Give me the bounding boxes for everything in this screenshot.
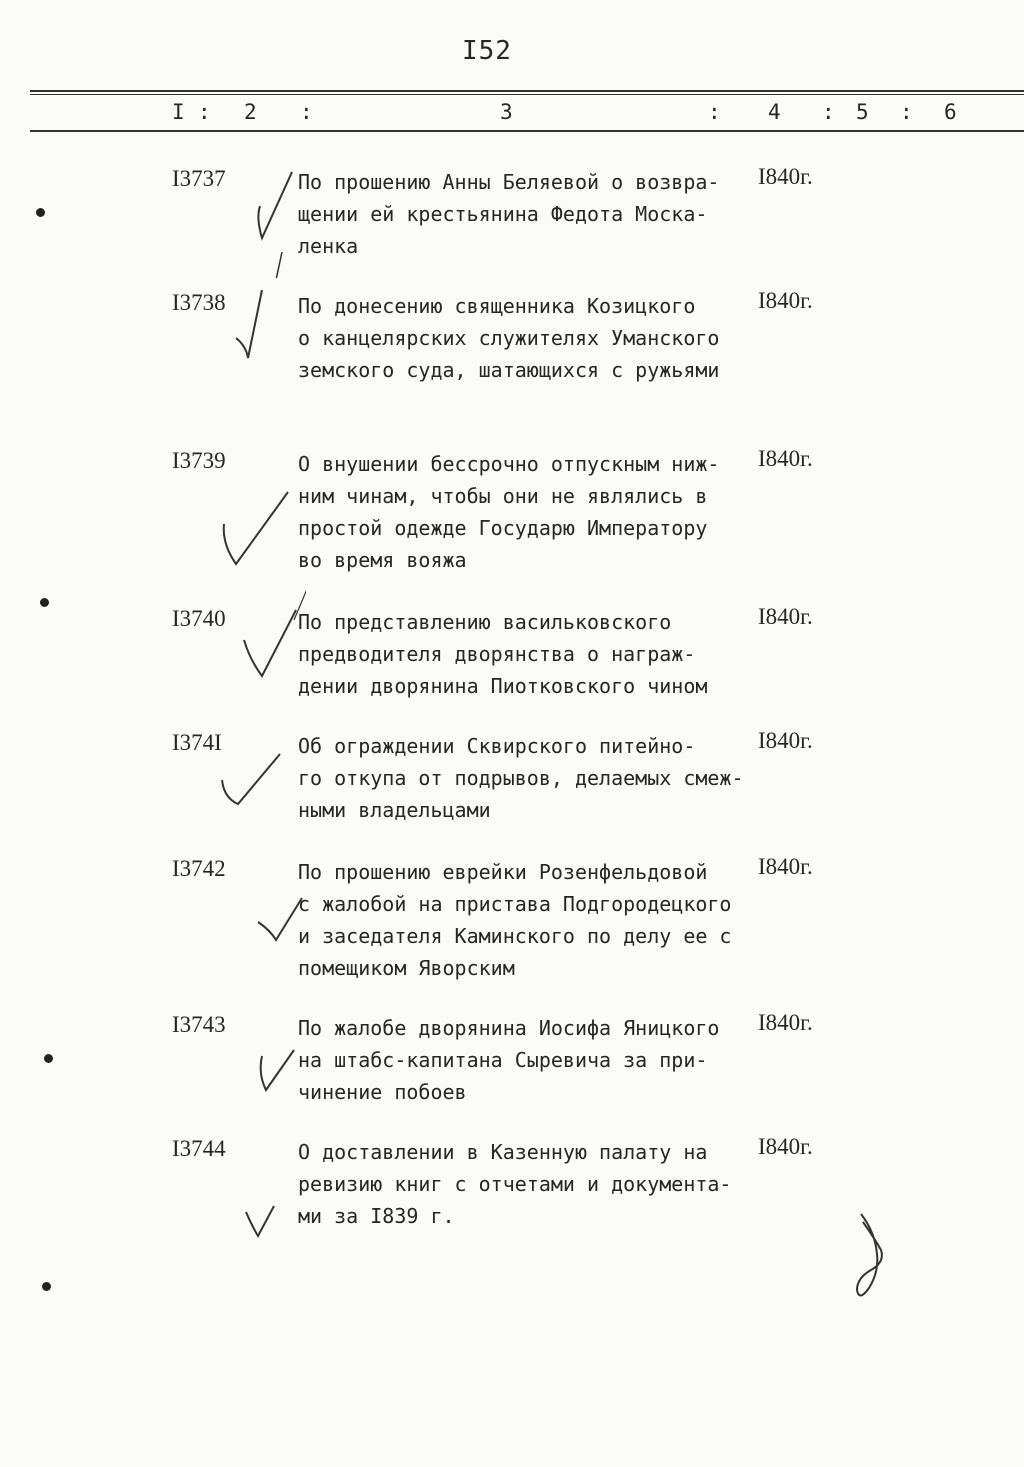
checkmark-icon	[236, 580, 306, 690]
entry-number: I374I	[172, 730, 222, 755]
checkmark-icon	[254, 1044, 304, 1104]
header-top-rule	[30, 90, 1024, 92]
column-header-sep: :	[900, 100, 913, 124]
checkmark-icon	[250, 168, 300, 278]
column-header-sep: :	[300, 100, 313, 124]
entry-year: I840г.	[758, 728, 813, 753]
entry-year: I840г.	[758, 1010, 813, 1035]
column-header-sep: :	[822, 100, 835, 124]
column-header-sep: :	[708, 100, 721, 124]
column-header-5: 5	[856, 100, 869, 124]
entry-description: По прошению еврейки Розенфельдовой с жалобой на пристава Подгородецкого и заседателя Каминского по делу ее с помещиком Яворским	[298, 860, 732, 980]
entry-year: I840г.	[758, 288, 813, 313]
checkmark-icon	[252, 894, 312, 954]
column-header-sep: :	[198, 100, 211, 124]
punch-hole-mark	[42, 1282, 51, 1291]
entry-number: I3744	[172, 1136, 226, 1161]
entry-year: I840г.	[758, 164, 813, 189]
entry-description: По жалобе дворянина Иосифа Яницкого на штабс-капитана Сыревича за при- чинение побоев	[298, 1016, 720, 1104]
entry-description: О внушении бессрочно отпускным ниж- ним чинам, чтобы они не являлись в простой одежде Государю Императору во время вояжа	[298, 452, 720, 572]
entry-description: Об ограждении Сквирского питейно- го откупа от подрывов, делаемых смеж- ными владельцами	[298, 734, 744, 822]
entry-description: По донесению священника Козицкого о канцелярских служителях Уманского земского суда, шатающихся с ружьями	[298, 294, 720, 382]
column-header-6: 6	[944, 100, 957, 124]
entry-year: I840г.	[758, 604, 813, 629]
column-header-4: 4	[768, 100, 781, 124]
entry-year: I840г.	[758, 1134, 813, 1159]
checkmark-icon	[228, 286, 288, 376]
entry-number: I3743	[172, 1012, 226, 1037]
header-top-rule-inner	[30, 94, 1024, 95]
entry-number: I3742	[172, 856, 226, 881]
punch-hole-mark	[44, 1054, 53, 1063]
header-bottom-rule	[30, 130, 1024, 132]
entry-number: I3738	[172, 290, 226, 315]
column-header-1: I	[172, 100, 185, 124]
entry-year: I840г.	[758, 854, 813, 879]
entry-number: I3739	[172, 448, 226, 473]
punch-hole-mark	[36, 208, 45, 217]
page-number: I52	[462, 36, 512, 66]
entry-number: I3740	[172, 606, 226, 631]
handwritten-initial-mark	[845, 1210, 895, 1310]
entry-description: По представлению васильковского предводителя дворянства о награж- дении дворянина Пиотковского чином	[298, 610, 708, 698]
checkmark-icon	[240, 1200, 290, 1245]
entry-year: I840г.	[758, 446, 813, 471]
column-header-2: 2	[244, 100, 257, 124]
checkmark-icon	[214, 750, 294, 830]
column-header-3: 3	[500, 100, 513, 124]
entry-number: I3737	[172, 166, 226, 191]
punch-hole-mark	[40, 598, 49, 607]
entry-description: О доставлении в Казенную палату на ревизию книг с отчетами и документа- ми за I839 г.	[298, 1140, 732, 1228]
checkmark-icon	[214, 488, 294, 578]
column-header-row	[0, 100, 1024, 130]
entry-description: По прошению Анны Беляевой о возвра- щении ей крестьянина Федота Моска- ленка	[298, 170, 720, 258]
